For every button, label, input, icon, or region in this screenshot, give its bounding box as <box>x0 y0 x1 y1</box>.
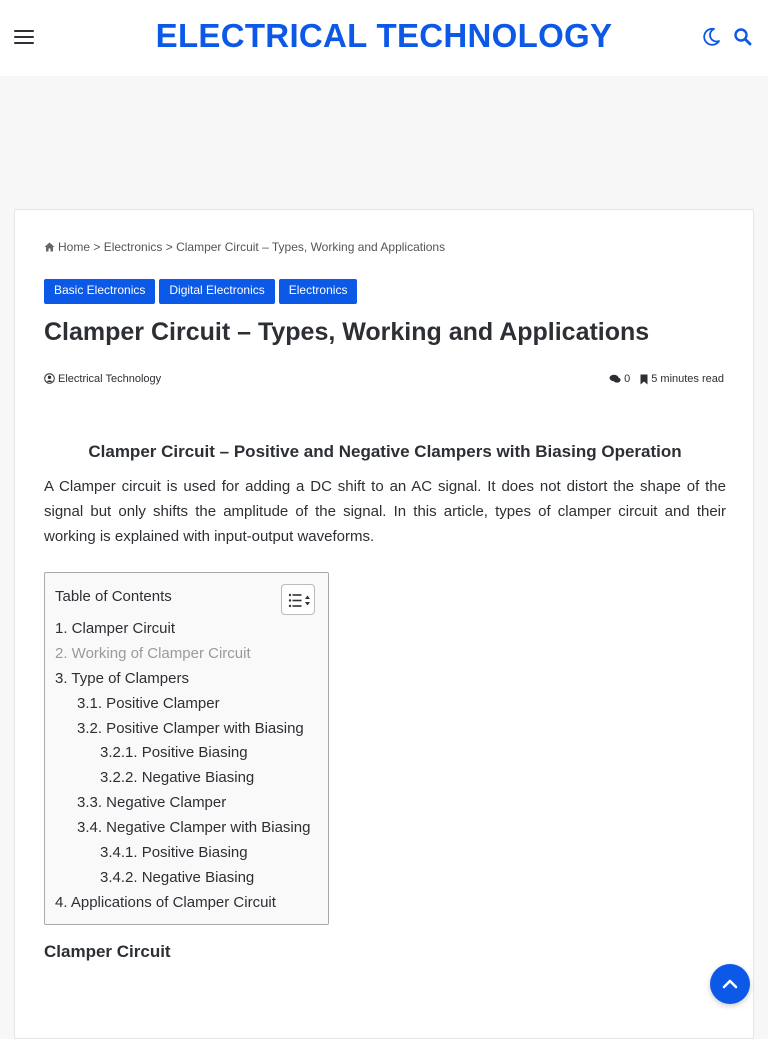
chevron-up-icon <box>710 964 750 1004</box>
site-header <box>0 0 768 76</box>
toc-item[interactable]: 3.2. Positive Clamper with Biasing <box>77 719 304 737</box>
category-tag-electronics[interactable]: Electronics <box>279 279 358 304</box>
toc-item[interactable]: 3.3. Negative Clamper <box>77 794 227 812</box>
breadcrumb-home-link[interactable]: Home <box>58 240 91 254</box>
toc-item[interactable]: 4. Applications of Clamper Circuit <box>55 893 276 911</box>
post-author[interactable] <box>44 373 161 387</box>
toc-item[interactable]: 3.4.2. Negative Biasing <box>100 868 255 886</box>
toc-item[interactable]: 3.2.1. Positive Biasing <box>100 744 248 762</box>
back-to-top-button[interactable] <box>710 964 750 1004</box>
toc-title: Table of Contents <box>55 588 172 605</box>
read-time <box>640 373 724 385</box>
breadcrumb-current: Clamper Circuit – Types, Working and Applications <box>176 240 446 254</box>
toc-list <box>55 617 310 916</box>
moon-icon[interactable] <box>700 26 722 48</box>
category-tags <box>44 279 357 304</box>
post-meta <box>609 373 724 385</box>
ad-space <box>0 76 768 209</box>
breadcrumb-separator: > <box>90 240 104 254</box>
read-time-value: 5 minutes read <box>651 373 724 385</box>
comments-count[interactable] <box>609 373 630 385</box>
toc-item[interactable]: 1. Clamper Circuit <box>55 620 176 637</box>
author-name: Electrical Technology <box>58 373 162 385</box>
toc-toggle-button[interactable] <box>281 584 315 615</box>
breadcrumb <box>44 240 445 255</box>
home-icon <box>44 241 55 255</box>
search-icon[interactable] <box>733 27 753 47</box>
article-card <box>14 209 754 1039</box>
toc-item[interactable]: 3.2.2. Negative Biasing <box>100 769 255 787</box>
article-subheading: Clamper Circuit – Positive and Negative Clampers with Biasing Operation <box>88 442 682 461</box>
list-toggle-icon <box>282 585 316 616</box>
comments-count-value: 0 <box>624 373 631 385</box>
user-icon <box>44 373 55 387</box>
site-logo-title[interactable]: ELECTRICAL TECHNOLOGY <box>155 17 613 54</box>
toc-item[interactable]: 3.4.1. Positive Biasing <box>100 844 248 862</box>
toc-item[interactable]: 2. Working of Clamper Circuit <box>55 644 251 662</box>
breadcrumb-separator: > <box>162 240 177 254</box>
intro-paragraph: A Clamper circuit is used for adding a DC shift to an AC signal. It does not distort the shape of the signal but only shifts the amplitude of the signal. In this article, types of clamper circuit and their working is explained with input-output waveforms. <box>44 478 726 545</box>
category-tag-digital-electronics[interactable]: Digital Electronics <box>159 279 274 304</box>
category-tag-basic-electronics[interactable]: Basic Electronics <box>44 279 155 304</box>
toc-item[interactable]: 3.4. Negative Clamper with Biasing <box>77 819 311 837</box>
comments-icon <box>609 374 621 384</box>
post-title: Clamper Circuit – Types, Working and Applications <box>44 318 650 346</box>
toc-item[interactable]: 3. Type of Clampers <box>55 669 189 687</box>
bookmark-icon <box>640 374 648 385</box>
breadcrumb-category-link[interactable]: Electronics <box>103 240 163 254</box>
table-of-contents <box>44 572 329 925</box>
toc-item[interactable]: 3.1. Positive Clamper <box>77 694 220 712</box>
section-heading: Clamper Circuit <box>44 942 171 961</box>
